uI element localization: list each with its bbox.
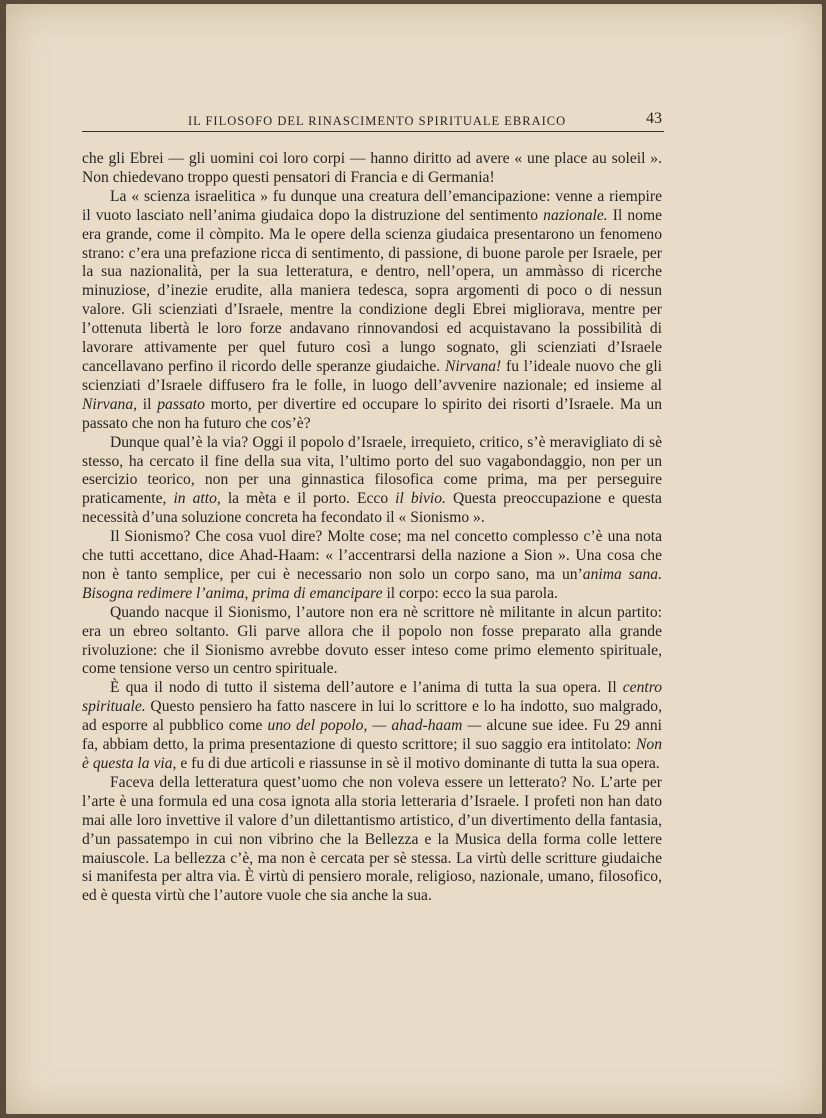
italic-text: nazionale.: [543, 206, 608, 224]
paragraph: [82, 774, 662, 906]
text-run: È qua il nodo di tutto il sistema dell’autore e l’anima di tutta la sua opera. Il: [110, 679, 623, 697]
italic-text: in atto,: [173, 490, 221, 508]
italic-text: Nirvana,: [82, 395, 138, 413]
italic-text: il bivio.: [395, 490, 446, 508]
text-run: La « scienza israelitica » fu dunque una creatura dell’emancipazione: venne a riempire il vuoto lasciato nell’anima giudaica dopo la distruzione del sentimento: [82, 187, 662, 224]
paragraph: [82, 528, 662, 604]
italic-text: Non è questa la via,: [82, 736, 662, 772]
text-run: Faceva della letteratura quest’uomo che non voleva essere un letterato? No. L’arte per l’arte è una formula ed una cosa ignota alla storia letteraria d’Israele. I profeti non han dato mai alle loro invettive il valore d’un dilettantismo artistico, d’un divertimento della fantasia, d’un passatempo in cui non vibrino che la Bellezza e la Musica della forma colle lettere maiuscole. La bellezza c’è, ma non è cercata per sè stessa. La virtù delle scritture giudaiche si manifesta per altra via. È virtù di pensiero morale, religioso, nazionale, umano, filosofico, ed è questa virtù che l’autore vuole che sia anche la sua.: [82, 773, 662, 905]
text-run: Il nome era grande, come il còmpito. Ma le opere della scienza giudaica presentarono un fenomeno strano: c’era una prefazione ricca di sentimento, di passione, di buone parole per Israele, per la sua nazionalità, per la sua letteratura, e dentro, nell’opera, un ammàsso di ricerche minuziose, d’inezie erudite, alla maniera tedesca, sopra argomenti di poco o di nessun valore. Gli scienziati d’Israele, mentre la condizione degli Ebrei migliorava, mentre per l’ottenuta libertà le loro forze andavano rinnovandosi ed acquistavano la possibilità di lavorare attivamente per quel futuro così a lungo sognato, gli scienziati d’Israele cancellavano perfino il ricordo delle speranze giudaiche.: [82, 206, 662, 375]
header-rule: [82, 131, 664, 132]
italic-text: centro spirituale.: [82, 679, 662, 716]
text-run: morto, per divertire ed occupare lo spirito dei risorti d’Israele. Ma un passato che non ha futuro che cos’è?: [82, 395, 663, 432]
text-run: Il Sionismo? Che cosa vuol dire? Molte cose; ma nel concetto complesso c’è una nota che tutti accettano, dice Ahad-Haam: « l’accentrarsi della nazione a Sion ». Una cosa che non è tanto semplice, per cui è necessario non solo un corpo sano, ma un’: [82, 528, 662, 583]
text-run: il corpo: ecco la sua parola.: [382, 584, 558, 602]
paragraph: [82, 604, 662, 680]
text-run: fu l’ideale nuovo che gli scienziati d’Israele diffusero fra le folle, in luogo dell’avvenire nazionale; ed insieme al: [82, 357, 662, 394]
text-run: e fu di due articoli e riassunse in sè il motivo dominante di tutta la sua opera.: [176, 755, 660, 772]
italic-text: uno del popolo, — ahad-haam —: [267, 717, 482, 735]
text-run: il: [137, 395, 158, 413]
text-run: Dunque qual’è la via? Oggi il popolo d’Israele, irrequieto, critico, s’è meravigliato di sè stesso, ha cercato il fine della sua vita, l’ultimo porto del suo vagabondaggio, non per un esercizio teorico, non per una ginnastica filosofica come prima, ma per perseguire praticamente,: [82, 433, 662, 508]
body-text: [82, 150, 662, 906]
paragraph: [82, 679, 662, 774]
book-page: [6, 4, 822, 1114]
italic-text: passato: [157, 395, 205, 413]
text-run: Questo pensiero ha fatto nascere in lui lo scrittore e lo ha indotto, suo malgrado, ad esporre al pubblico come: [82, 698, 662, 735]
italic-text: Nirvana!: [444, 357, 502, 375]
text-run: che gli Ebrei — gli uomini coi loro corpi — hanno diritto ad avere « une place au soleil ». Non chiedevano troppo questi pensatori di Francia e di Germania!: [82, 150, 662, 186]
paragraph: [82, 188, 662, 434]
italic-text: anima sana. Bisogna redimere l’anima, prima di emancipare: [82, 565, 662, 602]
paragraph: [82, 434, 662, 529]
paragraph: [82, 150, 662, 188]
text-run: Questa preoccupazione e questa necessità d’una soluzione concreta ha fecondato il « Sionismo ».: [82, 490, 662, 527]
text-run: alcune sue idee. Fu 29 anni fa, abbiam detto, la prima presentazione di questo scrittore; il suo saggio era intitolato:: [82, 717, 662, 754]
text-run: la mèta e il porto. Ecco: [220, 490, 396, 508]
text-run: Quando nacque il Sionismo, l’autore non era nè scrittore nè militante in alcun partito: era un ebreo soltanto. Gli parve allora che il popolo non fosse preparato alla grande rivoluzione: che il Sionismo avrebbe dovuto esser inteso come primo elemento spirituale, come tensione verso un centro spirituale.: [82, 603, 662, 678]
page-header: [82, 110, 662, 132]
page-number: 43: [646, 110, 662, 127]
running-head: IL FILOSOFO DEL RINASCIMENTO SPIRITUALE EBRAICO: [188, 114, 567, 128]
